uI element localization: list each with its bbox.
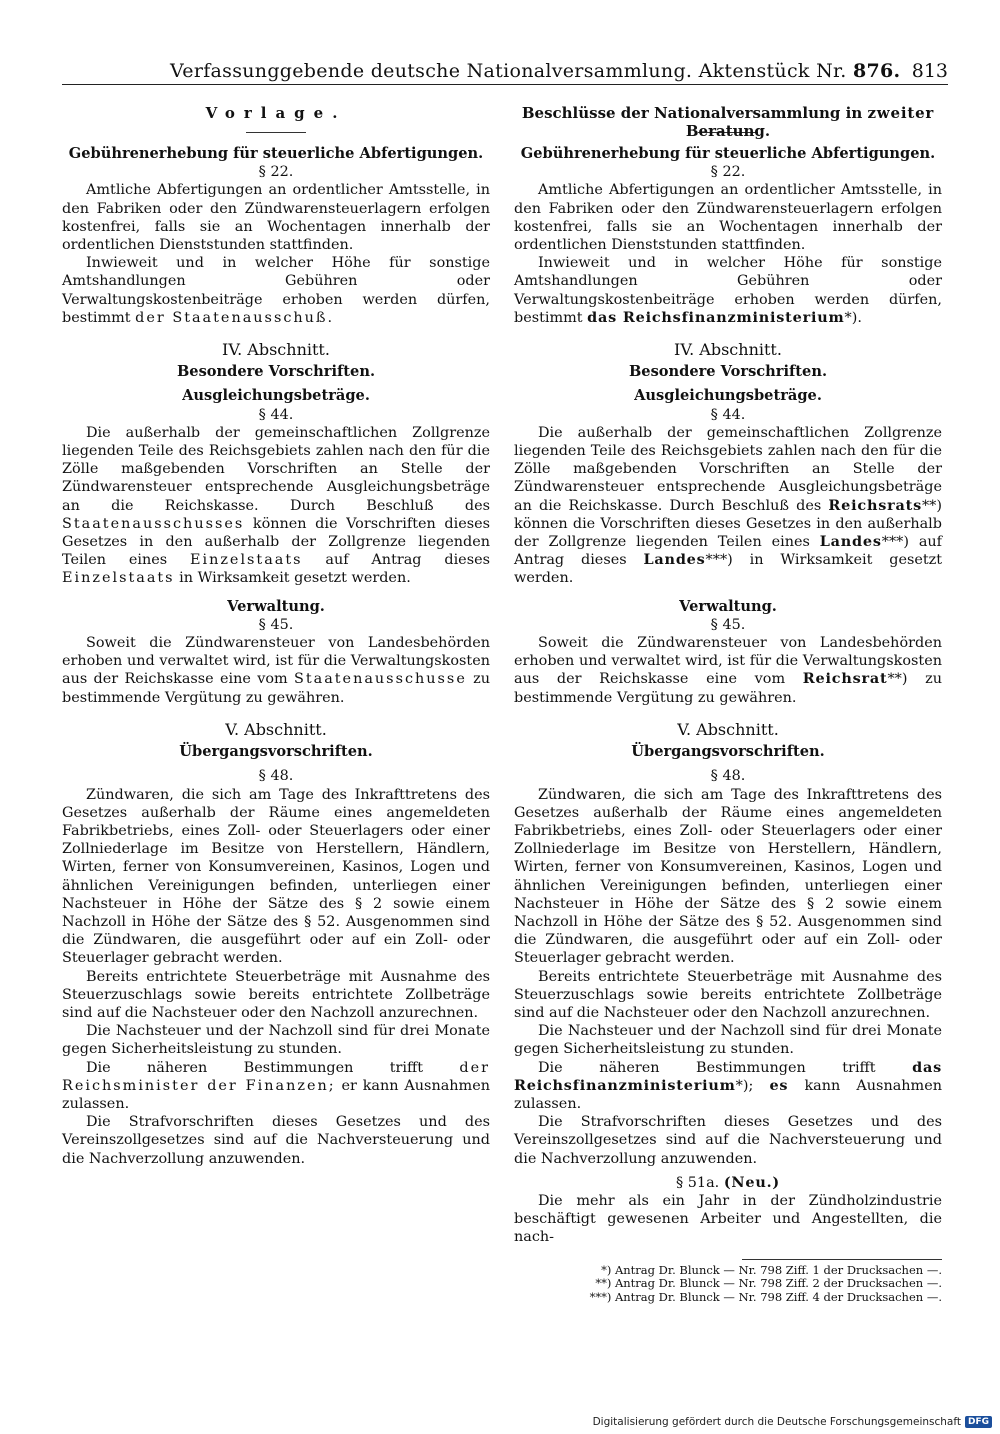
spaced-text: Einzelstaats — [62, 570, 175, 587]
heading-text: Beschlüsse der Nationalversammlung in — [521, 104, 863, 122]
text-run: **) zu bestimmende Vergütung zu gewähren. — [514, 671, 942, 706]
credit-text: Digitalisierung gefördert durch die Deutsche Forschungsgemeinschaft — [592, 1416, 961, 1428]
footnote-ref: *). — [844, 309, 862, 326]
right-column-heading — [514, 104, 942, 141]
paragraph — [62, 1059, 490, 1114]
paragraph — [514, 634, 942, 707]
header-title — [170, 60, 900, 82]
section-title: Ausgleichungsbeträge. — [182, 387, 370, 405]
amended-text: das Reichsfinanzministerium — [587, 308, 845, 326]
paragraph-number: § 22. — [258, 164, 294, 181]
section-title: Gebührenerhebung für steuerliche Abfertigungen. — [68, 145, 484, 162]
header-title-text: Verfassunggebende deutsche Nationalversammlung. Aktenstück Nr. — [170, 60, 847, 82]
paragraph: Amtliche Abfertigungen an ordentlicher Amtsstelle, in den Fabriken oder den Zündwarensteuerlagern erfolgen kostenfrei, falls sie an Wochentagen innerhalb der ordentlichen Dienststunden stattfinden. — [62, 182, 490, 254]
text-run: Die näheren Bestimmungen trifft — [538, 1059, 876, 1076]
text-run: können die Vorschriften dieses Gesetzes in den außerhalb der Zollgrenze liegenden Teilen eines — [62, 515, 491, 569]
paragraph-number: § 22. — [710, 164, 746, 181]
spaced-text: der Staatenausschuß. — [135, 309, 335, 326]
footnote-divider — [742, 1259, 942, 1260]
running-header — [62, 58, 948, 85]
text-run: Soweit die Zündwarensteuer von Landesbehörden erhoben und verwaltet wird, ist für die Verwaltungskosten aus der Reichskasse eine vom — [514, 635, 942, 688]
document-number: 876. — [852, 60, 901, 82]
paragraph: Zündwaren, die sich am Tage des Inkrafttretens des Gesetzes außerhalb der Räume eines angemeldeten Fabrikbetriebs, eines Zoll- oder Steuerlagers oder einer Zollniederlage im Besitze von Herstellern, Händlern, Wirten, ferner von Konsumvereinen, Kasinos, Logen und ähnlichen Vereinigungen befinden, unterliegen einer Nachsteuer in Höhe der Sätze des § 2 sowie einem Nachzoll in Höhe der Sätze des § 52. Ausgenommen sind die Zündwaren, die ausgeführt oder auf ein Zoll- oder Steuerlager gebracht werden. — [514, 786, 942, 967]
paragraph-number: § 44. — [258, 406, 294, 423]
spaced-text: Einzelstaats — [189, 552, 303, 569]
text-run: er kann Ausnahmen zulassen. — [62, 1077, 490, 1112]
left-column — [62, 104, 490, 1168]
document-page — [62, 58, 948, 1348]
text-run: Inwieweit und in welcher Höhe für sonstige Amtshandlungen Gebühren oder Verwaltungskostenbeiträge erhoben werden dürfen, bestimmt — [514, 255, 942, 326]
paragraph-number: § 44. — [710, 406, 746, 423]
dfg-logo: DFG — [965, 1416, 992, 1428]
text-run: auf Antrag dieses — [325, 552, 490, 569]
amended-text: Reichsrats — [828, 496, 922, 514]
chapter-subtitle: Übergangsvorschriften. — [179, 743, 373, 761]
paragraph — [62, 254, 490, 327]
paragraph: Zündwaren, die sich am Tage des Inkrafttretens des Gesetzes außerhalb der Räume eines angemeldeten Fabrikbetriebs, eines Zoll- oder Steuerlagers oder einer Zollniederlage im Besitze von Herstellern, Händlern, Wirten, ferner von Konsumvereinen, Kasinos, Logen und ähnlichen Vereinigungen befinden, unterliegen einer Nachsteuer in Höhe der Sätze des § 2 sowie einem Nachzoll in Höhe der Sätze des § 52. Ausgenommen sind die Zündwaren, die ausgeführt oder auf ein Zoll- oder Steuerlager gebracht werden. — [62, 786, 490, 967]
footnote-ref: *); — [735, 1077, 754, 1094]
chapter-subtitle: Besondere Vorschriften. — [176, 363, 376, 381]
text-run: Soweit die Zündwarensteuer von Landesbehörden erhoben und verwaltet wird, ist für die Verwaltungskosten aus der Reichskasse eine vom — [62, 635, 490, 688]
text-run: in Wirksamkeit gesetzt werden. — [179, 570, 411, 587]
text-run: ***) auf Antrag dieses — [514, 534, 942, 569]
amended-text: Landes — [643, 551, 706, 569]
spaced-text: Staatenausschusses — [62, 515, 245, 532]
text-run: Die außerhalb der gemeinschaftlichen Zollgrenze liegenden Teile des Reichsgebiets zahlen nach den für die Zölle maßgebenden Vorschriften an Stelle der Zündwarensteuer entsprechende Ausgleichungsbeträge an die Reichskasse. Durch Beschluß des — [62, 424, 490, 514]
text-run: zu bestimmende Vergütung zu gewähren. — [62, 671, 491, 706]
paragraph-number: § 48. — [710, 768, 746, 785]
footnote: *) Antrag Dr. Blunck — Nr. 798 Ziff. 1 der Drucksachen —. — [601, 1262, 942, 1277]
spaced-text: Staatenausschusse — [293, 671, 467, 688]
paragraph-number: § 48. — [258, 768, 294, 785]
paragraph — [62, 634, 490, 707]
paragraph: Die Strafvorschriften dieses Gesetzes und des Vereinszollgesetzes sind auf die Nachversteuerung und die Nachverzollung anzuwenden. — [62, 1114, 490, 1167]
heading-emphasis: zweiter — [867, 104, 935, 122]
chapter-heading: V. Abschnitt. — [225, 719, 327, 739]
paragraph: Die Nachsteuer und der Nachzoll sind für drei Monate gegen Sicherheitsleistung zu stunden. — [514, 1023, 942, 1058]
paragraph: Die mehr als ein Jahr in der Zündholzindustrie beschäftigt gewesenen Arbeiter und Angestellten, die nach- — [514, 1192, 942, 1246]
paragraph: Die Nachsteuer und der Nachzoll sind für drei Monate gegen Sicherheitsleistung zu stunden. — [62, 1023, 490, 1058]
spaced-text: der Reichsminister der Finanzen; — [62, 1059, 490, 1094]
paragraph — [514, 424, 942, 588]
spacer — [514, 588, 942, 598]
paragraph — [514, 1059, 942, 1114]
section-title: Verwaltung. — [679, 597, 777, 615]
section-title: Gebührenerhebung für steuerliche Abfertigungen. — [520, 145, 936, 162]
chapter-heading: IV. Abschnitt. — [674, 340, 782, 360]
spacer — [62, 588, 490, 598]
left-column-heading: Vorlage. — [205, 104, 347, 122]
paragraph-number — [514, 1174, 942, 1192]
footnote: **) Antrag Dr. Blunck — Nr. 798 Ziff. 2 der Drucksachen —. — [595, 1276, 942, 1291]
amended-text: das Reichsfinanzministerium — [514, 1058, 943, 1094]
new-tag: (Neu.) — [723, 1173, 781, 1191]
paragraph: Die Strafvorschriften dieses Gesetzes und des Vereinszollgesetzes sind auf die Nachversteuerung und die Nachverzollung anzuwenden. — [514, 1114, 942, 1167]
text-run: Die außerhalb der gemeinschaftlichen Zollgrenze liegenden Teile des Reichsgebiets zahlen nach den für die Zölle maßgebenden Vorschriften an Stelle der Zündwarensteuer entsprechende Ausgleichungsbeträge an die Reichskasse. Durch Beschluß des — [514, 424, 942, 514]
paragraph-number: § 45. — [710, 616, 746, 633]
page-number: 813 — [911, 60, 948, 82]
paragraph: Bereits entrichtete Steuerbeträge mit Ausnahme des Steuerzuschlags sowie bereits entrichtete Zollbeträge sind auf die Nachsteuer oder den Nachzoll anzurechnen. — [62, 968, 490, 1021]
text-run: Inwieweit und in welcher Höhe für sonstige Amtshandlungen Gebühren oder Verwaltungskostenbeiträge erhoben werden dürfen, bestimmt — [62, 255, 490, 326]
paragraph-number: § 45. — [258, 616, 294, 633]
paragraph-number-text: § 51a. — [675, 1174, 720, 1191]
chapter-heading: V. Abschnitt. — [677, 719, 779, 739]
chapter-subtitle: Besondere Vorschriften. — [628, 363, 828, 381]
chapter-subtitle: Übergangsvorschriften. — [631, 743, 825, 761]
amended-text: es — [769, 1076, 789, 1094]
text-run: ***) in Wirksamkeit gesetzt werden. — [514, 552, 943, 587]
paragraph — [514, 254, 942, 327]
text-run: **) können die Vorschriften dieses Gesetzes in den außerhalb der Zollgrenze liegenden Teilen eines — [514, 497, 942, 551]
chapter-heading: IV. Abschnitt. — [222, 340, 330, 360]
paragraph: Bereits entrichtete Steuerbeträge mit Ausnahme des Steuerzuschlags sowie bereits entrichtete Zollbeträge sind auf die Nachsteuer oder den Nachzoll anzurechnen. — [514, 968, 942, 1021]
paragraph — [62, 424, 490, 588]
section-title: Ausgleichungsbeträge. — [634, 387, 822, 405]
digitization-credit — [593, 1416, 992, 1428]
heading-text: Beratung. — [685, 122, 771, 141]
amended-text: Landes — [819, 533, 882, 551]
text-run: kann Ausnahmen zulassen. — [514, 1077, 942, 1112]
footnote: ***) Antrag Dr. Blunck — Nr. 798 Ziff. 4 der Drucksachen —. — [589, 1289, 942, 1304]
section-title: Verwaltung. — [227, 597, 325, 615]
paragraph: Amtliche Abfertigungen an ordentlicher Amtsstelle, in den Fabriken oder den Zündwarensteuerlagern erfolgen kostenfrei, falls sie an Wochentagen innerhalb der ordentlichen Dienststunden stattfinden. — [514, 182, 942, 254]
amended-text: Reichsrat — [802, 670, 888, 688]
text-run: Die näheren Bestimmungen trifft — [86, 1059, 424, 1076]
divider — [246, 132, 306, 133]
right-column — [514, 104, 942, 1304]
